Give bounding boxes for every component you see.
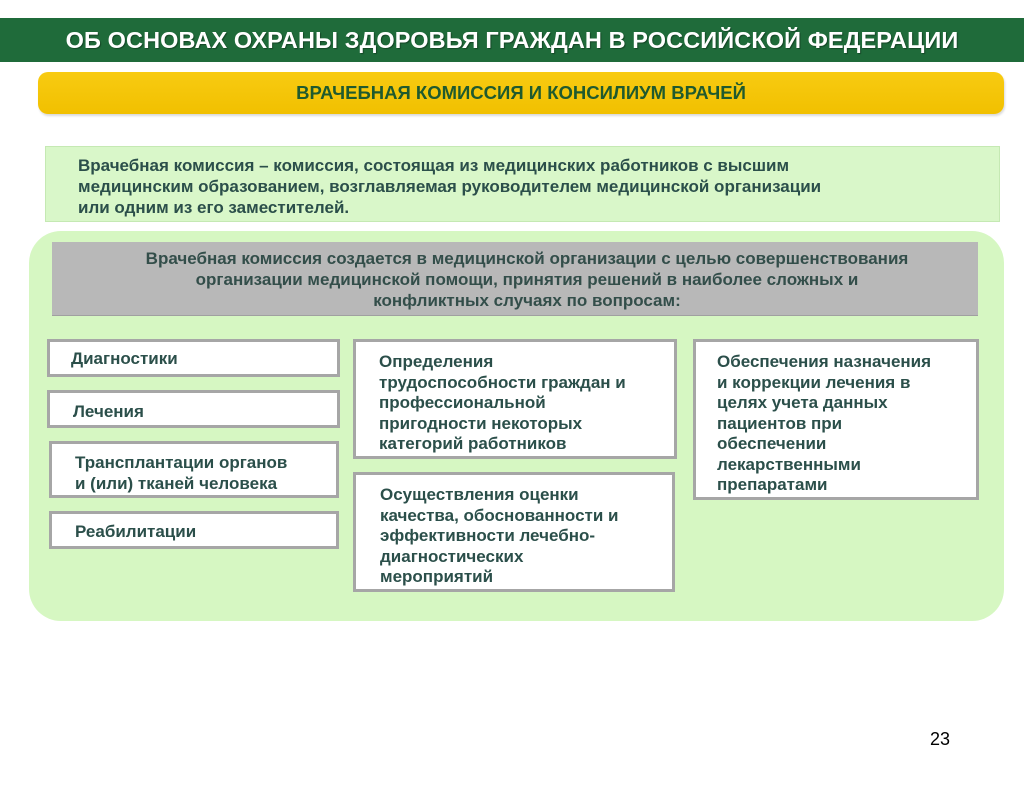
item-work-capacity-label: Определения трудоспособности граждан и профессиональной пригодности некоторых категорий работников	[379, 352, 626, 453]
item-quality-label: Осуществления оценки качества, обоснованности и эффективности лечебно- диагностических мероприятий	[380, 485, 619, 586]
item-quality	[353, 472, 675, 592]
item-drugs-label: Обеспечения назначения и коррекции лечения в целях учета данных пациентов при обеспечении лекарственными препаратами	[717, 352, 932, 494]
definition-text: Врачебная комиссия – комиссия, состоящая из медицинских работников с высшим медицинским образованием, возглавляемая руководителем медицинской организации или одним из его заместителей.	[78, 156, 822, 217]
slide-title: ОБ ОСНОВАХ ОХРАНЫ ЗДОРОВЬЯ ГРАЖДАН В РОССИЙСКОЙ ФЕДЕРАЦИИ	[65, 26, 959, 53]
definition-box	[45, 146, 1000, 222]
slide-subtitle: ВРАЧЕБНАЯ КОМИССИЯ И КОНСИЛИУМ ВРАЧЕЙ	[296, 82, 746, 103]
item-diagnostics-label: Диагностики	[71, 349, 178, 368]
purpose-text: Врачебная комиссия создается в медицинской организации с целью совершенствования организации медицинской помощи, принятия решений в наиболее сложных и конфликтных случаях по вопросам:	[145, 249, 909, 310]
item-treatment	[47, 390, 340, 428]
title-bar	[0, 18, 1024, 62]
item-treatment-label: Лечения	[73, 402, 144, 421]
item-rehabilitation	[49, 511, 339, 549]
item-work-capacity	[353, 339, 677, 459]
item-drugs	[693, 339, 979, 500]
item-diagnostics	[47, 339, 340, 377]
item-transplant	[49, 441, 339, 498]
item-rehabilitation-label: Реабилитации	[75, 522, 197, 541]
page-number: 23	[930, 729, 951, 749]
purpose-box	[52, 242, 978, 316]
subtitle-bar	[38, 72, 1004, 114]
item-transplant-label: Трансплантации органов и (или) тканей человека	[75, 453, 288, 493]
